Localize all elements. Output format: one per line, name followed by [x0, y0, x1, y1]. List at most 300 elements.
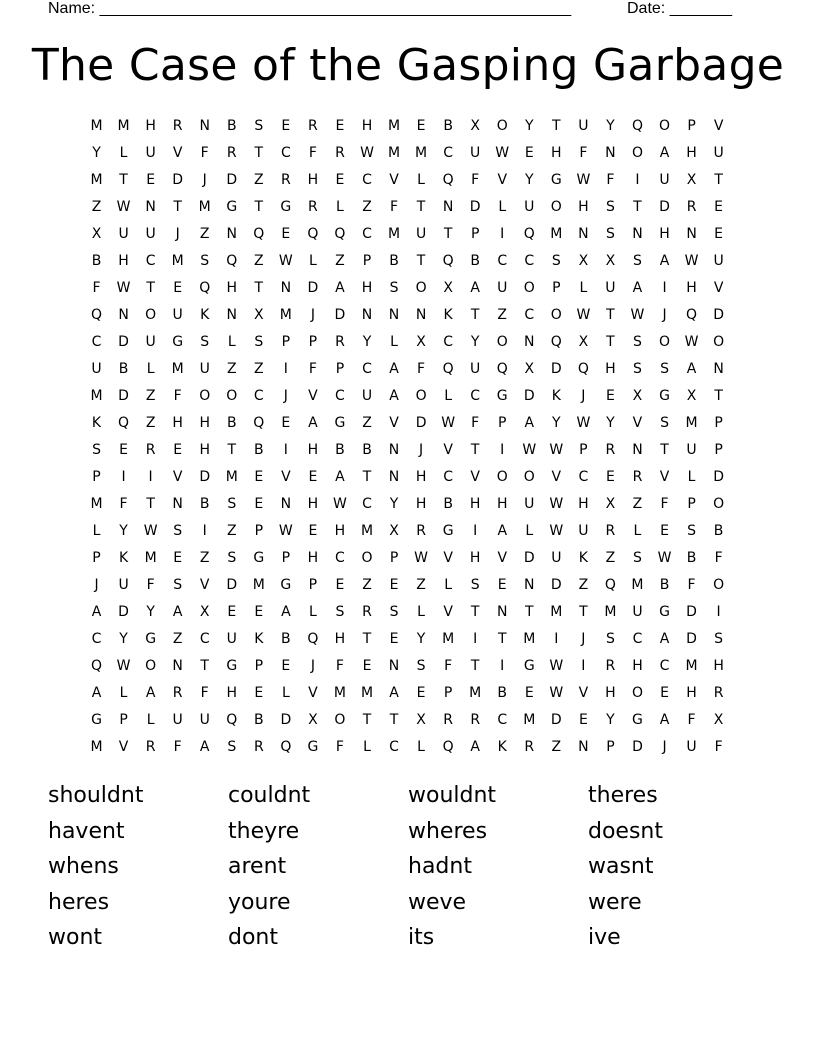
grid-letter[interactable]: I: [473, 523, 478, 539]
grid-letter[interactable]: H: [686, 145, 697, 161]
grid-letter[interactable]: P: [308, 577, 318, 593]
grid-letter[interactable]: Y: [119, 523, 128, 539]
grid-letter[interactable]: Y: [524, 172, 534, 188]
grid-letter[interactable]: U: [199, 712, 210, 728]
grid-letter[interactable]: M: [550, 226, 563, 242]
grid-letter[interactable]: B: [362, 442, 372, 458]
grid-letter[interactable]: N: [442, 199, 454, 215]
grid-letter[interactable]: R: [145, 739, 156, 755]
grid-letter[interactable]: V: [389, 415, 399, 431]
grid-letter[interactable]: Z: [497, 307, 508, 323]
grid-letter[interactable]: U: [145, 226, 156, 242]
grid-letter[interactable]: M: [144, 550, 157, 566]
grid-letter[interactable]: S: [605, 226, 615, 242]
grid-letter[interactable]: D: [713, 469, 724, 485]
grid-letter[interactable]: W: [278, 253, 293, 269]
grid-letter[interactable]: M: [252, 577, 265, 593]
grid-letter[interactable]: N: [226, 307, 237, 323]
grid-letter[interactable]: N: [199, 118, 210, 134]
grid-letter[interactable]: A: [470, 739, 480, 755]
grid-letter[interactable]: U: [91, 361, 102, 377]
grid-letter[interactable]: J: [581, 631, 586, 647]
grid-letter[interactable]: I: [148, 469, 153, 485]
grid-letter[interactable]: N: [713, 361, 724, 377]
grid-letter[interactable]: B: [281, 631, 291, 647]
grid-letter[interactable]: V: [659, 469, 670, 485]
grid-letter[interactable]: O: [713, 577, 725, 593]
grid-letter[interactable]: T: [362, 469, 372, 485]
grid-letter[interactable]: X: [632, 388, 643, 404]
grid-letter[interactable]: E: [389, 577, 399, 593]
grid-letter[interactable]: H: [686, 685, 697, 701]
grid-letter[interactable]: E: [173, 280, 183, 296]
grid-letter[interactable]: W: [495, 145, 510, 161]
grid-letter[interactable]: T: [146, 496, 155, 512]
grid-letter[interactable]: K: [497, 739, 507, 755]
grid-letter[interactable]: I: [121, 469, 126, 485]
grid-letter[interactable]: P: [254, 523, 264, 539]
grid-letter[interactable]: I: [662, 280, 667, 296]
grid-letter[interactable]: O: [658, 118, 671, 134]
grid-letter[interactable]: M: [523, 631, 536, 647]
grid-letter[interactable]: J: [94, 577, 99, 593]
grid-letter[interactable]: D: [172, 172, 184, 188]
grid-letter[interactable]: P: [606, 739, 615, 755]
grid-letter[interactable]: D: [550, 712, 562, 728]
grid-letter[interactable]: T: [146, 280, 155, 296]
grid-letter[interactable]: N: [280, 496, 292, 512]
grid-letter[interactable]: G: [280, 199, 292, 215]
grid-letter[interactable]: A: [199, 739, 210, 755]
grid-letter[interactable]: U: [415, 226, 427, 242]
grid-letter[interactable]: Q: [334, 226, 346, 242]
grid-letter[interactable]: B: [659, 577, 670, 593]
grid-letter[interactable]: U: [470, 145, 481, 161]
grid-letter[interactable]: Y: [552, 415, 561, 431]
grid-letter[interactable]: L: [444, 577, 453, 593]
grid-letter[interactable]: F: [471, 172, 480, 188]
grid-letter[interactable]: Q: [226, 712, 238, 728]
grid-letter[interactable]: Q: [253, 226, 265, 242]
grid-letter[interactable]: O: [145, 307, 157, 323]
grid-letter[interactable]: B: [335, 442, 345, 458]
grid-letter[interactable]: Q: [91, 658, 103, 674]
grid-letter[interactable]: M: [550, 604, 563, 620]
grid-letter[interactable]: T: [173, 199, 182, 215]
grid-letter[interactable]: S: [470, 577, 480, 593]
grid-letter[interactable]: R: [713, 685, 724, 701]
grid-letter[interactable]: T: [119, 172, 128, 188]
grid-letter[interactable]: Z: [226, 361, 237, 377]
grid-letter[interactable]: L: [498, 199, 507, 215]
grid-letter[interactable]: Z: [254, 361, 264, 377]
grid-letter[interactable]: M: [117, 118, 130, 134]
grid-letter[interactable]: Q: [226, 253, 238, 269]
grid-letter[interactable]: U: [145, 334, 156, 350]
grid-letter[interactable]: W: [684, 253, 699, 269]
grid-letter[interactable]: G: [280, 577, 292, 593]
grid-letter[interactable]: A: [632, 280, 643, 296]
grid-letter[interactable]: I: [283, 442, 288, 458]
grid-letter[interactable]: K: [91, 415, 102, 431]
grid-letter[interactable]: R: [416, 523, 426, 539]
grid-letter[interactable]: S: [254, 118, 264, 134]
grid-letter[interactable]: E: [335, 118, 345, 134]
grid-letter[interactable]: G: [659, 388, 670, 404]
grid-letter[interactable]: E: [389, 631, 399, 647]
grid-letter[interactable]: H: [415, 496, 427, 512]
grid-letter[interactable]: T: [552, 118, 561, 134]
grid-letter[interactable]: D: [523, 388, 535, 404]
grid-letter[interactable]: O: [361, 550, 373, 566]
grid-letter[interactable]: E: [524, 145, 534, 161]
grid-letter[interactable]: G: [307, 739, 319, 755]
grid-letter[interactable]: S: [254, 334, 264, 350]
grid-letter[interactable]: U: [118, 577, 129, 593]
grid-letter[interactable]: Y: [524, 118, 534, 134]
grid-letter[interactable]: M: [279, 307, 292, 323]
grid-letter[interactable]: V: [713, 118, 724, 134]
grid-letter[interactable]: O: [226, 388, 238, 404]
grid-letter[interactable]: Z: [226, 523, 237, 539]
grid-letter[interactable]: U: [470, 361, 481, 377]
grid-letter[interactable]: Q: [442, 361, 454, 377]
grid-letter[interactable]: W: [116, 658, 131, 674]
grid-letter[interactable]: T: [660, 442, 669, 458]
grid-letter[interactable]: T: [416, 199, 426, 215]
grid-letter[interactable]: I: [500, 226, 505, 242]
grid-letter[interactable]: Y: [606, 712, 615, 728]
grid-letter[interactable]: I: [581, 658, 586, 674]
grid-letter[interactable]: A: [91, 685, 102, 701]
grid-letter[interactable]: T: [579, 604, 588, 620]
grid-letter[interactable]: E: [416, 685, 426, 701]
grid-letter[interactable]: S: [633, 361, 642, 377]
grid-letter[interactable]: X: [605, 496, 616, 512]
grid-letter[interactable]: J: [310, 658, 315, 674]
grid-letter[interactable]: E: [281, 226, 291, 242]
grid-letter[interactable]: Z: [91, 199, 102, 215]
grid-letter[interactable]: A: [686, 361, 697, 377]
grid-letter[interactable]: P: [552, 280, 561, 296]
grid-letter[interactable]: P: [308, 334, 318, 350]
grid-letter[interactable]: F: [173, 739, 182, 755]
grid-letter[interactable]: X: [470, 118, 480, 134]
grid-letter[interactable]: Q: [199, 280, 211, 296]
grid-letter[interactable]: R: [605, 523, 616, 539]
grid-letter[interactable]: V: [443, 442, 453, 458]
grid-letter[interactable]: A: [389, 388, 399, 404]
grid-letter[interactable]: B: [443, 118, 453, 134]
grid-letter[interactable]: P: [389, 550, 399, 566]
grid-letter[interactable]: N: [172, 658, 183, 674]
grid-letter[interactable]: F: [390, 199, 399, 215]
grid-letter[interactable]: B: [713, 523, 724, 539]
grid-letter[interactable]: P: [92, 469, 101, 485]
grid-letter[interactable]: E: [227, 604, 237, 620]
grid-letter[interactable]: V: [443, 550, 453, 566]
grid-letter[interactable]: D: [686, 604, 697, 620]
grid-letter[interactable]: D: [550, 361, 562, 377]
grid-letter[interactable]: U: [686, 739, 697, 755]
grid-letter[interactable]: Q: [442, 253, 454, 269]
grid-letter[interactable]: M: [604, 604, 617, 620]
grid-letter[interactable]: U: [686, 442, 697, 458]
grid-letter[interactable]: W: [441, 415, 456, 431]
grid-letter[interactable]: E: [308, 523, 318, 539]
grid-letter[interactable]: W: [116, 280, 131, 296]
grid-letter[interactable]: T: [470, 442, 480, 458]
grid-letter[interactable]: U: [632, 604, 643, 620]
grid-letter[interactable]: C: [497, 712, 508, 728]
grid-letter[interactable]: U: [524, 199, 535, 215]
grid-letter[interactable]: M: [387, 226, 401, 242]
grid-letter[interactable]: K: [443, 307, 453, 323]
grid-letter[interactable]: V: [551, 469, 562, 485]
grid-letter[interactable]: C: [389, 739, 399, 755]
grid-letter[interactable]: R: [443, 712, 453, 728]
grid-letter[interactable]: Z: [551, 739, 562, 755]
grid-letter[interactable]: B: [686, 550, 697, 566]
grid-letter[interactable]: L: [579, 280, 588, 296]
grid-letter[interactable]: Y: [470, 334, 480, 350]
grid-letter[interactable]: W: [414, 550, 428, 566]
grid-letter[interactable]: E: [173, 442, 183, 458]
grid-letter[interactable]: V: [199, 577, 210, 593]
grid-letter[interactable]: O: [658, 334, 671, 350]
grid-letter[interactable]: D: [334, 307, 346, 323]
grid-letter[interactable]: A: [145, 685, 156, 701]
grid-letter[interactable]: L: [92, 523, 101, 539]
grid-letter[interactable]: H: [361, 118, 373, 134]
grid-letter[interactable]: D: [686, 631, 697, 647]
grid-letter[interactable]: G: [172, 334, 184, 350]
grid-letter[interactable]: V: [118, 739, 129, 755]
grid-letter[interactable]: E: [173, 550, 183, 566]
grid-letter[interactable]: U: [172, 307, 183, 323]
grid-letter[interactable]: F: [308, 361, 317, 377]
grid-letter[interactable]: C: [443, 145, 454, 161]
grid-letter[interactable]: E: [524, 685, 534, 701]
grid-letter[interactable]: J: [175, 226, 180, 242]
grid-letter[interactable]: S: [173, 577, 183, 593]
grid-letter[interactable]: S: [227, 739, 237, 755]
grid-letter[interactable]: R: [226, 145, 237, 161]
grid-letter[interactable]: S: [605, 631, 615, 647]
grid-letter[interactable]: W: [143, 523, 158, 539]
grid-letter[interactable]: I: [283, 361, 288, 377]
grid-letter[interactable]: D: [307, 280, 319, 296]
grid-letter[interactable]: H: [578, 496, 589, 512]
grid-letter[interactable]: J: [202, 172, 207, 188]
grid-letter[interactable]: R: [253, 739, 264, 755]
grid-letter[interactable]: I: [202, 523, 207, 539]
grid-letter[interactable]: M: [523, 712, 536, 728]
grid-letter[interactable]: R: [308, 118, 318, 134]
grid-letter[interactable]: W: [549, 658, 564, 674]
grid-letter[interactable]: D: [199, 469, 211, 485]
grid-letter[interactable]: N: [388, 469, 400, 485]
grid-letter[interactable]: A: [659, 712, 670, 728]
grid-letter[interactable]: E: [714, 226, 724, 242]
grid-letter[interactable]: Q: [91, 307, 103, 323]
grid-letter[interactable]: E: [146, 172, 156, 188]
grid-letter[interactable]: M: [90, 496, 103, 512]
grid-letter[interactable]: E: [254, 469, 264, 485]
grid-letter[interactable]: N: [226, 226, 237, 242]
grid-letter[interactable]: R: [605, 658, 616, 674]
grid-letter[interactable]: B: [118, 361, 129, 377]
grid-letter[interactable]: R: [172, 118, 183, 134]
grid-letter[interactable]: Q: [280, 739, 292, 755]
grid-letter[interactable]: M: [225, 469, 238, 485]
grid-letter[interactable]: A: [659, 145, 670, 161]
grid-letter[interactable]: G: [91, 712, 102, 728]
grid-letter[interactable]: Z: [335, 253, 345, 269]
grid-letter[interactable]: R: [362, 604, 372, 620]
grid-letter[interactable]: X: [578, 334, 589, 350]
grid-letter[interactable]: Y: [606, 118, 615, 134]
grid-letter[interactable]: W: [657, 550, 672, 566]
grid-letter[interactable]: L: [525, 523, 534, 539]
grid-letter[interactable]: P: [498, 415, 507, 431]
grid-letter[interactable]: D: [118, 334, 129, 350]
grid-letter[interactable]: U: [659, 172, 670, 188]
grid-letter[interactable]: G: [442, 523, 454, 539]
grid-letter[interactable]: S: [687, 523, 696, 539]
grid-letter[interactable]: G: [523, 658, 535, 674]
grid-letter[interactable]: L: [417, 172, 425, 188]
grid-letter[interactable]: A: [497, 523, 508, 539]
grid-letter[interactable]: X: [389, 523, 399, 539]
grid-letter[interactable]: W: [333, 496, 347, 512]
grid-letter[interactable]: G: [550, 172, 562, 188]
grid-letter[interactable]: F: [714, 550, 723, 566]
grid-letter[interactable]: V: [713, 280, 724, 296]
grid-letter[interactable]: F: [200, 685, 209, 701]
grid-letter[interactable]: V: [172, 469, 183, 485]
grid-letter[interactable]: G: [334, 415, 346, 431]
grid-letter[interactable]: T: [633, 199, 642, 215]
grid-letter[interactable]: E: [281, 415, 291, 431]
grid-letter[interactable]: H: [686, 280, 697, 296]
grid-letter[interactable]: E: [605, 388, 615, 404]
grid-letter[interactable]: Q: [577, 361, 589, 377]
grid-letter[interactable]: G: [632, 712, 643, 728]
grid-letter[interactable]: D: [550, 577, 562, 593]
grid-letter[interactable]: J: [419, 442, 424, 458]
grid-letter[interactable]: M: [171, 361, 184, 377]
grid-letter[interactable]: A: [389, 685, 399, 701]
grid-letter[interactable]: N: [172, 496, 183, 512]
grid-letter[interactable]: Z: [605, 550, 616, 566]
grid-letter[interactable]: G: [253, 550, 265, 566]
grid-letter[interactable]: C: [91, 334, 102, 350]
grid-letter[interactable]: M: [387, 118, 401, 134]
grid-letter[interactable]: H: [605, 361, 616, 377]
grid-letter[interactable]: S: [605, 199, 615, 215]
grid-letter[interactable]: O: [496, 469, 508, 485]
grid-letter[interactable]: A: [172, 604, 183, 620]
grid-letter[interactable]: H: [659, 226, 670, 242]
grid-letter[interactable]: J: [662, 307, 667, 323]
grid-letter[interactable]: H: [307, 442, 319, 458]
grid-letter[interactable]: T: [714, 388, 723, 404]
grid-letter[interactable]: E: [119, 442, 128, 458]
grid-letter[interactable]: D: [415, 415, 427, 431]
grid-letter[interactable]: L: [444, 388, 453, 404]
grid-letter[interactable]: R: [632, 469, 643, 485]
grid-letter[interactable]: O: [496, 334, 508, 350]
grid-letter[interactable]: T: [227, 442, 237, 458]
grid-letter[interactable]: Q: [442, 739, 454, 755]
grid-letter[interactable]: P: [714, 442, 723, 458]
grid-letter[interactable]: S: [389, 280, 399, 296]
grid-letter[interactable]: N: [388, 307, 400, 323]
grid-letter[interactable]: Q: [307, 226, 319, 242]
grid-letter[interactable]: X: [443, 280, 453, 296]
grid-letter[interactable]: V: [632, 415, 643, 431]
grid-letter[interactable]: P: [119, 712, 128, 728]
grid-letter[interactable]: B: [389, 253, 399, 269]
grid-letter[interactable]: D: [118, 388, 129, 404]
grid-letter[interactable]: T: [254, 280, 264, 296]
grid-letter[interactable]: R: [524, 739, 535, 755]
grid-letter[interactable]: E: [308, 469, 318, 485]
grid-letter[interactable]: N: [605, 145, 616, 161]
grid-letter[interactable]: U: [145, 145, 156, 161]
grid-letter[interactable]: X: [605, 253, 616, 269]
grid-letter[interactable]: L: [227, 334, 236, 350]
letter-grid[interactable]: [83, 113, 733, 761]
grid-letter[interactable]: Q: [523, 226, 535, 242]
grid-letter[interactable]: X: [686, 388, 697, 404]
grid-letter[interactable]: O: [523, 280, 535, 296]
grid-letter[interactable]: B: [443, 496, 453, 512]
grid-letter[interactable]: S: [200, 334, 210, 350]
grid-letter[interactable]: O: [415, 388, 427, 404]
grid-letter[interactable]: H: [361, 280, 373, 296]
grid-letter[interactable]: C: [659, 658, 670, 674]
grid-letter[interactable]: C: [470, 388, 481, 404]
grid-letter[interactable]: M: [90, 739, 103, 755]
grid-letter[interactable]: J: [662, 739, 667, 755]
grid-letter[interactable]: M: [360, 523, 374, 539]
grid-letter[interactable]: R: [172, 685, 183, 701]
grid-letter[interactable]: W: [278, 523, 293, 539]
grid-letter[interactable]: Z: [632, 496, 643, 512]
grid-letter[interactable]: O: [550, 307, 562, 323]
grid-letter[interactable]: S: [200, 253, 210, 269]
grid-letter[interactable]: I: [500, 658, 505, 674]
grid-letter[interactable]: K: [578, 550, 588, 566]
grid-letter[interactable]: D: [659, 199, 670, 215]
grid-letter[interactable]: N: [496, 604, 508, 620]
grid-letter[interactable]: B: [199, 496, 210, 512]
grid-letter[interactable]: N: [632, 442, 643, 458]
grid-letter[interactable]: Q: [442, 172, 454, 188]
grid-letter[interactable]: U: [605, 280, 616, 296]
grid-letter[interactable]: S: [660, 361, 669, 377]
grid-letter[interactable]: T: [389, 712, 399, 728]
grid-letter[interactable]: S: [633, 550, 642, 566]
grid-letter[interactable]: M: [631, 577, 644, 593]
grid-letter[interactable]: F: [417, 361, 426, 377]
grid-letter[interactable]: T: [416, 253, 426, 269]
grid-letter[interactable]: L: [119, 145, 128, 161]
grid-letter[interactable]: Z: [145, 388, 156, 404]
grid-letter[interactable]: W: [360, 145, 374, 161]
